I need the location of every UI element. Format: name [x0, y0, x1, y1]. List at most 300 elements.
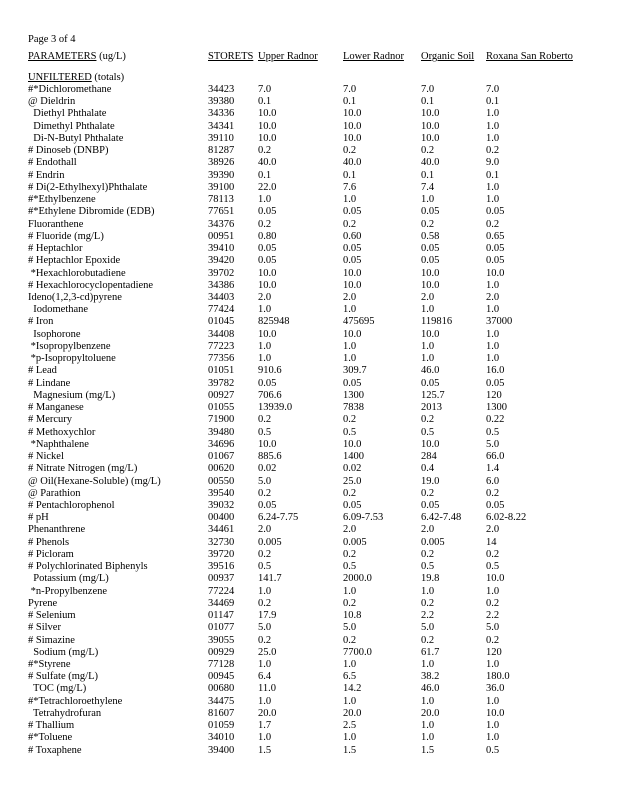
storet-code: 39100 — [208, 181, 235, 193]
upper-radnor-value: 7.0 — [258, 84, 272, 95]
parameter-name: *Isopropylbenzene — [28, 340, 111, 352]
roxana-san-roberto-value: 0.1 — [486, 169, 500, 181]
lower-radnor-value: 1.0 — [343, 194, 357, 206]
roxana-san-roberto-value: 1300 — [486, 402, 507, 414]
organic-soil-value: 46.0 — [421, 365, 440, 377]
lower-radnor-value: 7838 — [343, 402, 364, 414]
roxana-san-roberto-value: 10.0 — [486, 267, 505, 279]
storet-code: 01147 — [208, 610, 234, 622]
table-row — [0, 500, 619, 512]
organic-soil-value: 2.0 — [421, 291, 435, 303]
roxana-san-roberto-value: 120 — [486, 646, 502, 658]
lower-radnor-value: 0.2 — [343, 218, 357, 230]
storet-code: 39540 — [208, 487, 235, 499]
roxana-san-roberto-value: 16.0 — [486, 365, 505, 377]
table-row — [0, 671, 619, 683]
table-row — [0, 427, 619, 439]
header-parameters — [28, 51, 126, 63]
table-row — [0, 647, 619, 659]
lower-radnor-value: 0.2 — [343, 634, 357, 646]
table-row — [0, 378, 619, 390]
roxana-san-roberto-value: 0.05 — [486, 206, 505, 218]
organic-soil-value: 1.0 — [421, 585, 435, 597]
table-row — [0, 476, 619, 488]
table-row — [0, 329, 619, 341]
organic-soil-value: 0.05 — [421, 499, 440, 511]
upper-radnor-value: 10.0 — [258, 132, 277, 144]
storet-code: 01077 — [208, 622, 235, 634]
organic-soil-value: 2013 — [421, 402, 442, 414]
upper-radnor-value: 0.05 — [258, 255, 277, 267]
roxana-san-roberto-value: 0.2 — [486, 145, 500, 157]
table-row — [0, 720, 619, 732]
roxana-san-roberto-value: 0.22 — [486, 414, 505, 426]
parameter-name: # Simazine — [28, 634, 75, 646]
parameter-name: #*Ethylene Dibromide (EDB) — [28, 206, 155, 218]
table-row — [0, 745, 619, 757]
organic-soil-value: 10.0 — [421, 108, 440, 120]
lower-radnor-value: 10.0 — [343, 108, 362, 120]
roxana-san-roberto-value: 6.02-8.22 — [486, 512, 527, 524]
organic-soil-value: 1.0 — [421, 659, 435, 671]
upper-radnor-value: 10.0 — [258, 328, 277, 340]
storet-code: 00927 — [208, 389, 235, 401]
roxana-san-roberto-value: 10.0 — [486, 707, 505, 719]
parameter-name: # Hexachlorocyclopentadiene — [28, 279, 154, 291]
lower-radnor-value: 10.0 — [343, 279, 362, 291]
table-row — [0, 316, 619, 328]
parameter-name: Magnesium (mg/L) — [28, 389, 116, 401]
parameter-name: # Silver — [28, 622, 61, 634]
parameter-name: # Thallium — [28, 720, 75, 732]
lower-radnor-value: 10.0 — [343, 438, 362, 450]
storet-code: 00400 — [208, 512, 235, 524]
table-row — [0, 280, 619, 292]
parameter-name: # pH — [28, 512, 49, 524]
lower-radnor-value: 0.1 — [343, 96, 357, 108]
table-row — [0, 524, 619, 536]
storet-code: 34403 — [208, 291, 235, 303]
table-row — [0, 145, 619, 157]
upper-radnor-value: 10.0 — [258, 279, 277, 291]
upper-radnor-value: 6.24-7.75 — [258, 512, 299, 524]
organic-soil-value: 0.2 — [421, 634, 435, 646]
lower-radnor-value: 0.02 — [343, 463, 362, 475]
roxana-san-roberto-value: 2.0 — [486, 524, 500, 536]
lower-radnor-value: 2.5 — [343, 720, 357, 732]
organic-soil-value: 1.0 — [421, 732, 435, 744]
organic-soil-value: 1.0 — [421, 194, 435, 206]
lower-radnor-value: 14.2 — [343, 683, 362, 695]
table-row — [0, 206, 619, 218]
table-row — [0, 537, 619, 549]
storet-code: 39420 — [208, 255, 235, 267]
lower-radnor-value: 1.0 — [343, 340, 357, 352]
upper-radnor-value: 1.0 — [258, 353, 272, 365]
roxana-san-roberto-value: 1.0 — [486, 108, 500, 120]
organic-soil-value: 119816 — [421, 316, 453, 328]
lower-radnor-value: 6.09-7.53 — [343, 512, 384, 524]
upper-radnor-value: 2.0 — [258, 524, 272, 536]
storet-code: 39400 — [208, 744, 235, 756]
lower-radnor-value: 10.8 — [343, 610, 362, 622]
table-row — [0, 659, 619, 671]
upper-radnor-value: 0.2 — [258, 487, 272, 499]
roxana-san-roberto-value: 37000 — [486, 316, 513, 328]
lower-radnor-value: 1.0 — [343, 732, 357, 744]
roxana-san-roberto-value: 0.05 — [486, 255, 505, 267]
table-row — [0, 231, 619, 243]
parameter-name: # Polychlorinated Biphenyls — [28, 561, 148, 573]
storet-code: 81287 — [208, 145, 235, 157]
upper-radnor-value: 1.7 — [258, 720, 272, 732]
page-number: Page 3 of 4 — [28, 34, 76, 45]
organic-soil-value: 0.1 — [421, 169, 435, 181]
upper-radnor-value: 1.0 — [258, 194, 272, 206]
upper-radnor-value: 706.6 — [258, 389, 282, 401]
storet-code: 34408 — [208, 328, 235, 340]
storet-code: 77424 — [208, 304, 235, 316]
parameter-name: # Endothall — [28, 157, 77, 169]
roxana-san-roberto-value: 1.0 — [486, 659, 500, 671]
upper-radnor-value: 25.0 — [258, 646, 277, 658]
upper-radnor-value: 0.2 — [258, 597, 272, 609]
organic-soil-value: 0.2 — [421, 487, 435, 499]
storet-code: 39390 — [208, 169, 235, 181]
organic-soil-value: 1.0 — [421, 720, 435, 732]
storet-code: 00929 — [208, 646, 235, 658]
organic-soil-value: 0.2 — [421, 218, 435, 230]
parameter-name: Fluoranthene — [28, 218, 84, 230]
upper-radnor-value: 885.6 — [258, 451, 282, 463]
lower-radnor-value: 475695 — [343, 316, 375, 328]
table-row — [0, 696, 619, 708]
roxana-san-roberto-value: 120 — [486, 389, 502, 401]
roxana-san-roberto-value: 1.0 — [486, 279, 500, 291]
roxana-san-roberto-value: 2.0 — [486, 291, 500, 303]
organic-soil-value: 0.005 — [421, 536, 445, 548]
upper-radnor-value: 1.0 — [258, 585, 272, 597]
lower-radnor-value: 2.0 — [343, 291, 357, 303]
roxana-san-roberto-value: 0.2 — [486, 548, 500, 560]
table-row — [0, 549, 619, 561]
organic-soil-value: 40.0 — [421, 157, 440, 169]
roxana-san-roberto-value: 1.0 — [486, 120, 500, 132]
lower-radnor-value: 1.0 — [343, 353, 357, 365]
storet-code: 34423 — [208, 84, 235, 95]
lower-radnor-value: 0.2 — [343, 597, 357, 609]
parameter-name: Di-N-Butyl Phthalate — [28, 132, 124, 144]
storet-code: 77651 — [208, 206, 235, 218]
upper-radnor-value: 20.0 — [258, 707, 277, 719]
lower-radnor-value: 0.5 — [343, 426, 357, 438]
upper-radnor-value: 141.7 — [258, 573, 282, 585]
roxana-san-roberto-value: 10.0 — [486, 573, 505, 585]
lower-radnor-value: 10.0 — [343, 132, 362, 144]
roxana-san-roberto-value: 7.0 — [486, 84, 500, 95]
upper-radnor-value: 0.2 — [258, 145, 272, 157]
organic-soil-value: 1.0 — [421, 695, 435, 707]
storet-code: 38926 — [208, 157, 235, 169]
header-lower-radnor: Lower Radnor — [343, 51, 404, 62]
roxana-san-roberto-value: 1.0 — [486, 353, 500, 365]
lower-radnor-value: 0.2 — [343, 548, 357, 560]
storet-code: 39110 — [208, 132, 234, 144]
organic-soil-value: 0.05 — [421, 243, 440, 255]
lower-radnor-value: 7.6 — [343, 181, 357, 193]
header-upper-radnor: Upper Radnor — [258, 51, 318, 62]
parameter-name: Pyrene — [28, 597, 58, 609]
upper-radnor-value: 6.4 — [258, 671, 272, 683]
organic-soil-value: 0.1 — [421, 96, 435, 108]
table-row — [0, 365, 619, 377]
roxana-san-roberto-value: 180.0 — [486, 671, 510, 683]
table-row — [0, 586, 619, 598]
table-row — [0, 463, 619, 475]
lower-radnor-value: 309.7 — [343, 365, 367, 377]
parameter-name: # Pentachlorophenol — [28, 499, 115, 511]
parameter-name: Sodium (mg/L) — [28, 646, 99, 658]
parameter-name: Phenanthrene — [28, 524, 86, 536]
lower-radnor-value: 6.5 — [343, 671, 357, 683]
roxana-san-roberto-value: 1.0 — [486, 328, 500, 340]
upper-radnor-value: 17.9 — [258, 610, 277, 622]
storet-code: 34010 — [208, 732, 235, 744]
upper-radnor-value: 0.2 — [258, 548, 272, 560]
lower-radnor-value: 0.005 — [343, 536, 367, 548]
upper-radnor-value: 825948 — [258, 316, 290, 328]
upper-radnor-value: 0.2 — [258, 634, 272, 646]
storet-code: 39480 — [208, 426, 235, 438]
upper-radnor-value: 1.0 — [258, 659, 272, 671]
parameter-name: # Mercury — [28, 414, 73, 426]
table-row — [0, 84, 619, 96]
data-table — [0, 84, 619, 757]
upper-radnor-value: 0.5 — [258, 561, 272, 573]
lower-radnor-value: 0.2 — [343, 414, 357, 426]
storet-code: 39032 — [208, 499, 235, 511]
lower-radnor-value: 1.5 — [343, 744, 357, 756]
organic-soil-value: 5.0 — [421, 622, 435, 634]
table-row — [0, 573, 619, 585]
table-row — [0, 108, 619, 120]
storet-code: 00951 — [208, 230, 235, 242]
table-row — [0, 121, 619, 133]
lower-radnor-value: 5.0 — [343, 622, 357, 634]
parameter-name: #*Tetrachloroethylene — [28, 695, 123, 707]
lower-radnor-value: 0.1 — [343, 169, 357, 181]
parameter-name: Ideno(1,2,3-cd)pyrene — [28, 291, 122, 303]
parameter-name: Tetrahydrofuran — [28, 707, 102, 719]
header-parameters-unit: (ug/L) — [96, 51, 126, 62]
upper-radnor-value: 5.0 — [258, 622, 272, 634]
table-row — [0, 219, 619, 231]
parameter-name: # Endrin — [28, 169, 65, 181]
parameter-name: # Lead — [28, 365, 57, 377]
parameter-name: # Phenols — [28, 536, 70, 548]
storet-code: 00550 — [208, 475, 235, 487]
upper-radnor-value: 5.0 — [258, 475, 272, 487]
storet-code: 71900 — [208, 414, 235, 426]
parameter-name: # Manganese — [28, 402, 84, 414]
lower-radnor-value: 7700.0 — [343, 646, 372, 658]
parameter-name: Diethyl Phthalate — [28, 108, 107, 120]
organic-soil-value: 7.4 — [421, 181, 435, 193]
lower-radnor-value: 2.0 — [343, 524, 357, 536]
storet-code: 77223 — [208, 340, 235, 352]
parameter-name: Dimethyl Phthalate — [28, 120, 115, 132]
storet-code: 34336 — [208, 108, 235, 120]
table-row — [0, 402, 619, 414]
header-parameters-label: PARAMETERS — [28, 51, 97, 62]
roxana-san-roberto-value: 66.0 — [486, 451, 505, 463]
parameter-name: # Selenium — [28, 610, 76, 622]
storet-code: 34475 — [208, 695, 235, 707]
lower-radnor-value: 0.05 — [343, 243, 362, 255]
parameter-name: Potassium (mg/L) — [28, 573, 109, 585]
lower-radnor-value: 7.0 — [343, 84, 357, 95]
parameter-name: # Picloram — [28, 548, 74, 560]
table-row — [0, 243, 619, 255]
upper-radnor-value: 0.005 — [258, 536, 282, 548]
storet-code: 77356 — [208, 353, 235, 365]
organic-soil-value: 1.0 — [421, 340, 435, 352]
upper-radnor-value: 0.05 — [258, 499, 277, 511]
organic-soil-value: 0.2 — [421, 597, 435, 609]
storet-code: 39720 — [208, 548, 235, 560]
upper-radnor-value: 1.5 — [258, 744, 272, 756]
header-storets: STORETS — [208, 51, 254, 62]
storet-code: 39516 — [208, 561, 235, 573]
section-heading — [28, 72, 124, 84]
parameter-name: # Lindane — [28, 377, 71, 389]
organic-soil-value: 61.7 — [421, 646, 440, 658]
upper-radnor-value: 40.0 — [258, 157, 277, 169]
table-row — [0, 414, 619, 426]
upper-radnor-value: 10.0 — [258, 108, 277, 120]
storet-code: 01055 — [208, 402, 235, 414]
upper-radnor-value: 0.2 — [258, 218, 272, 230]
lower-radnor-value: 10.0 — [343, 267, 362, 279]
lower-radnor-value: 1300 — [343, 389, 364, 401]
storet-code: 39702 — [208, 267, 235, 279]
organic-soil-value: 1.5 — [421, 744, 435, 756]
lower-radnor-value: 1.0 — [343, 659, 357, 671]
upper-radnor-value: 11.0 — [258, 683, 276, 695]
organic-soil-value: 10.0 — [421, 328, 440, 340]
table-row — [0, 635, 619, 647]
roxana-san-roberto-value: 1.0 — [486, 181, 500, 193]
parameter-name: # Methoxychlor — [28, 426, 96, 438]
storet-code: 34386 — [208, 279, 235, 291]
upper-radnor-value: 0.2 — [258, 414, 272, 426]
roxana-san-roberto-value: 0.2 — [486, 218, 500, 230]
organic-soil-value: 10.0 — [421, 279, 440, 291]
organic-soil-value: 0.4 — [421, 463, 435, 475]
parameter-name: # Heptachlor Epoxide — [28, 255, 121, 267]
upper-radnor-value: 2.0 — [258, 291, 272, 303]
roxana-san-roberto-value: 1.0 — [486, 732, 500, 744]
parameter-name: TOC (mg/L) — [28, 683, 87, 695]
table-row — [0, 353, 619, 365]
organic-soil-value: 7.0 — [421, 84, 435, 95]
roxana-san-roberto-value: 1.0 — [486, 720, 500, 732]
roxana-san-roberto-value: 1.4 — [486, 463, 500, 475]
roxana-san-roberto-value: 0.05 — [486, 499, 505, 511]
storet-code: 01059 — [208, 720, 235, 732]
organic-soil-value: 10.0 — [421, 132, 440, 144]
parameter-name: #*Styrene — [28, 659, 71, 671]
roxana-san-roberto-value: 0.5 — [486, 426, 500, 438]
roxana-san-roberto-value: 5.0 — [486, 622, 500, 634]
roxana-san-roberto-value: 6.0 — [486, 475, 500, 487]
roxana-san-roberto-value: 0.2 — [486, 487, 500, 499]
organic-soil-value: 0.58 — [421, 230, 440, 242]
parameter-name: Iodomethane — [28, 304, 89, 316]
storet-code: 00937 — [208, 573, 235, 585]
storet-code: 39380 — [208, 96, 235, 108]
parameter-name: #*Toluene — [28, 732, 73, 744]
lower-radnor-value: 0.05 — [343, 206, 362, 218]
section-note: (totals) — [91, 72, 125, 83]
lower-radnor-value: 40.0 — [343, 157, 362, 169]
roxana-san-roberto-value: 36.0 — [486, 683, 505, 695]
roxana-san-roberto-value: 0.65 — [486, 230, 505, 242]
parameter-name: # Sulfate (mg/L) — [28, 671, 98, 683]
parameter-name: @ Oil(Hexane-Soluble) (mg/L) — [28, 475, 161, 487]
roxana-san-roberto-value: 14 — [486, 536, 497, 548]
storet-code: 00620 — [208, 463, 235, 475]
header-organic-soil: Organic Soil — [421, 51, 475, 62]
organic-soil-value: 0.2 — [421, 548, 435, 560]
organic-soil-value: 0.05 — [421, 377, 440, 389]
section-title: UNFILTERED — [28, 72, 92, 83]
storet-code: 39782 — [208, 377, 235, 389]
lower-radnor-value: 1.0 — [343, 585, 357, 597]
roxana-san-roberto-value: 0.05 — [486, 243, 505, 255]
lower-radnor-value: 10.0 — [343, 120, 362, 132]
roxana-san-roberto-value: 0.2 — [486, 597, 500, 609]
roxana-san-roberto-value: 1.0 — [486, 194, 500, 206]
upper-radnor-value: 1.0 — [258, 340, 272, 352]
lower-radnor-value: 1.0 — [343, 695, 357, 707]
parameter-name: # Iron — [28, 316, 54, 328]
roxana-san-roberto-value: 1.0 — [486, 132, 500, 144]
upper-radnor-value: 10.0 — [258, 120, 277, 132]
organic-soil-value: 0.05 — [421, 255, 440, 267]
storet-code: 39410 — [208, 243, 235, 255]
lower-radnor-value: 0.2 — [343, 487, 357, 499]
table-row — [0, 292, 619, 304]
table-row — [0, 304, 619, 316]
parameter-name: *p-Isopropyltoluene — [28, 353, 116, 365]
table-row — [0, 341, 619, 353]
table-row — [0, 194, 619, 206]
upper-radnor-value: 0.05 — [258, 206, 277, 218]
organic-soil-value: 19.8 — [421, 573, 440, 585]
parameter-name: @ Dieldrin — [28, 96, 76, 108]
upper-radnor-value: 10.0 — [258, 438, 277, 450]
organic-soil-value: 2.0 — [421, 524, 435, 536]
upper-radnor-value: 0.02 — [258, 463, 277, 475]
table-row — [0, 622, 619, 634]
organic-soil-value: 1.0 — [421, 353, 435, 365]
table-row — [0, 512, 619, 524]
lower-radnor-value: 0.05 — [343, 377, 362, 389]
storet-code: 00680 — [208, 683, 235, 695]
table-row — [0, 255, 619, 267]
upper-radnor-value: 1.0 — [258, 304, 272, 316]
